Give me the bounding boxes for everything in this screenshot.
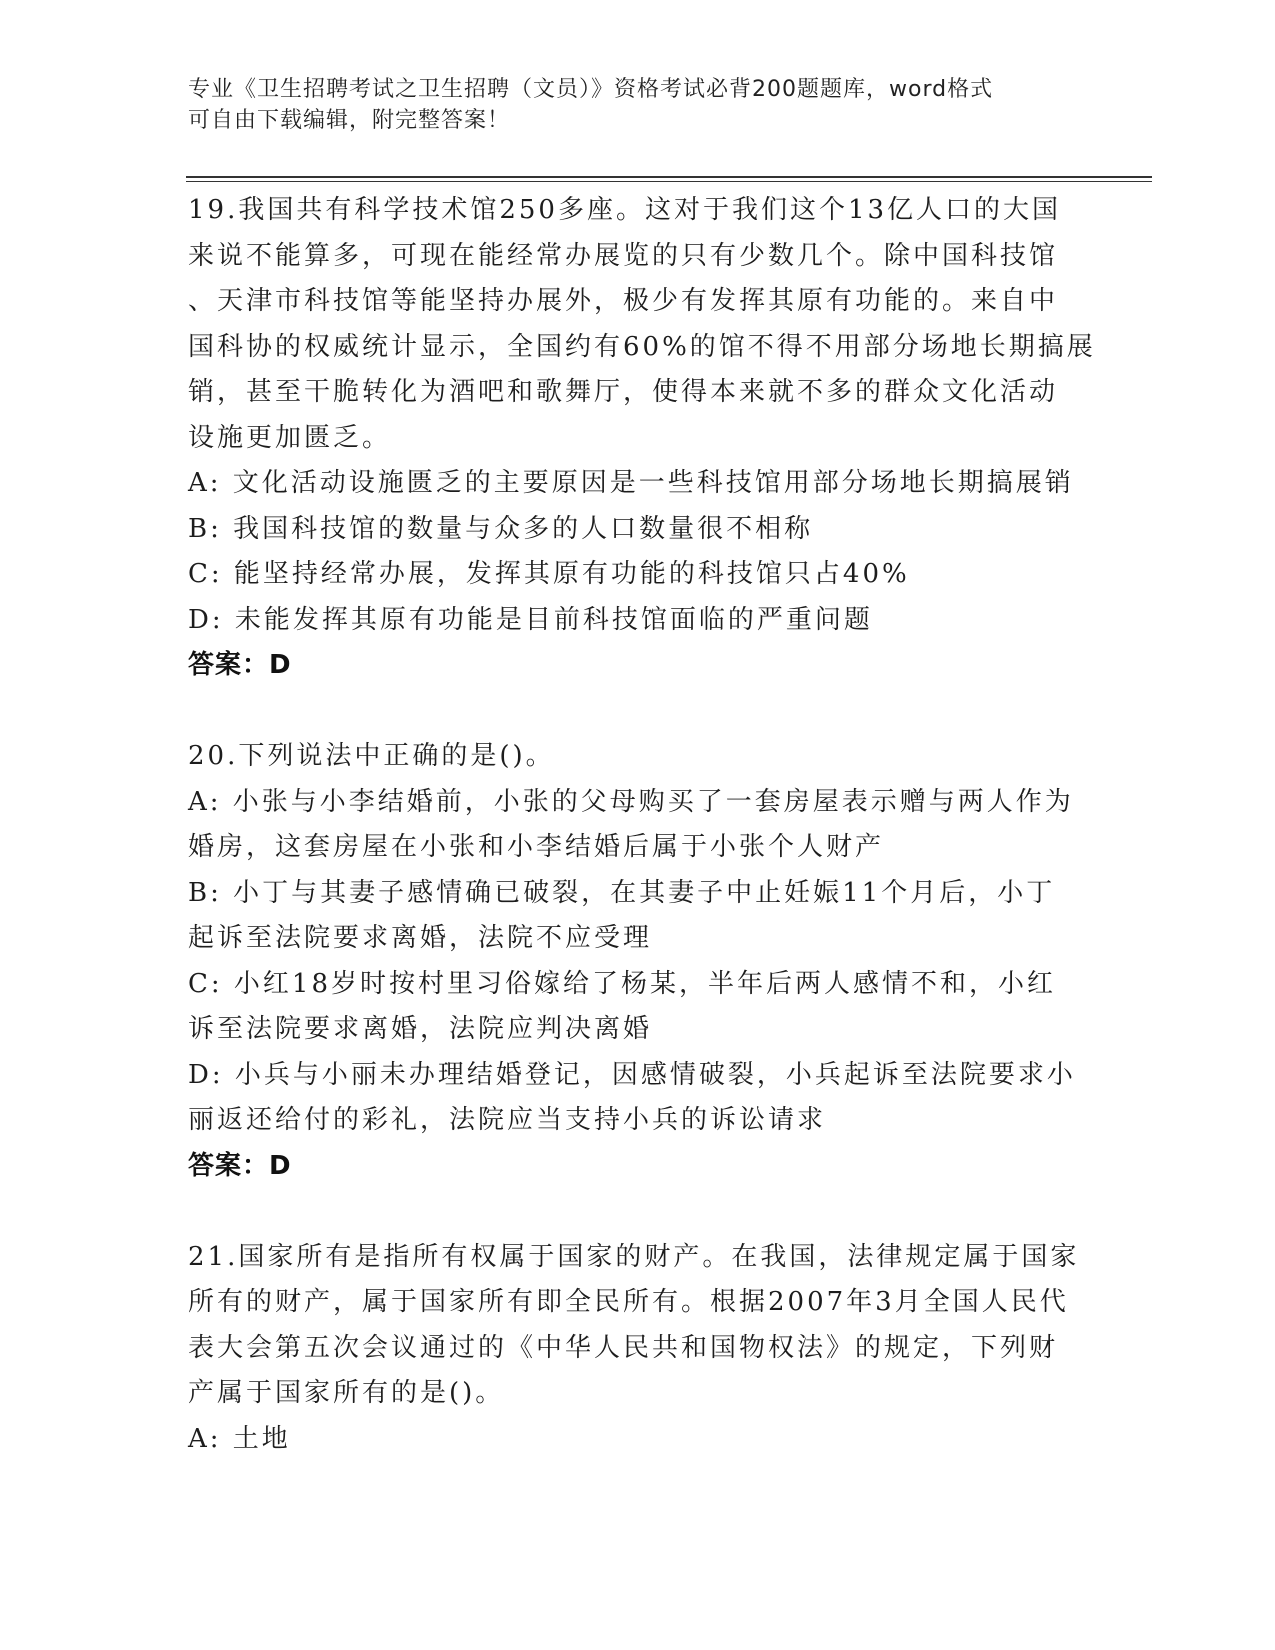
option-d-continued: 丽返还给付的彩礼，法院应当支持小兵的诉讼请求: [188, 1105, 827, 1135]
document-header: [188, 74, 1068, 136]
option-d: D: 小兵与小丽未办理结婚登记，因感情破裂，小兵起诉至法院要求小: [188, 1059, 1076, 1090]
question-list: [188, 188, 1096, 1462]
option-a: A: 小张与小李结婚前，小张的父母购买了一套房屋表示赠与两人作为: [188, 786, 1074, 817]
option-b-continued: 起诉至法院要求离婚，法院不应受理: [188, 923, 653, 953]
option-a: A: 文化活动设施匮乏的主要原因是一些科技馆用部分场地长期搞展销: [188, 468, 1074, 498]
question-text-line: 、天津市科技馆等能坚持办展外，极少有发挥其原有功能的。来自中: [188, 286, 1059, 316]
option-c-continued: 诉至法院要求离婚，法院应判决离婚: [188, 1014, 653, 1044]
option-b: B: 小丁与其妻子感情确已破裂，在其妻子中止妊娠11个月后，小丁: [188, 877, 1056, 908]
question-text-line: 国科协的权威统计显示，全国约有60%的馆不得不用部分场地长期搞展: [188, 331, 1096, 362]
question-19: [188, 188, 1096, 689]
question-text-line: 19.我国共有科学技术馆250多座。这对于我们这个13亿人口的大国: [188, 195, 1062, 225]
question-text-line: 来说不能算多，可现在能经常办展览的只有少数几个。除中国科技馆: [188, 240, 1059, 271]
question-spacer: [188, 689, 1088, 735]
header-line: 可自由下载编辑，附完整答案！: [188, 108, 511, 133]
question-text-line: 表大会第五次会议通过的《中华人民共和国物权法》的规定，下列财: [188, 1332, 1059, 1363]
option-d: D: 未能发挥其原有功能是目前科技馆面临的严重问题: [188, 604, 873, 635]
question-text-line: 设施更加匮乏。: [188, 422, 392, 453]
question-text-line: 21.国家所有是指所有权属于国家的财产。在我国，法律规定属于国家: [188, 1241, 1080, 1272]
answer-label: 答案：D: [188, 1150, 292, 1181]
answer-label: 答案：D: [188, 650, 292, 680]
question-21: [188, 1235, 1088, 1463]
option-b: B: 我国科技馆的数量与众多的人口数量很不相称: [188, 513, 814, 544]
question-spacer: [188, 1189, 1088, 1235]
question-text-line: 20.下列说法中正确的是()。: [188, 741, 555, 771]
header-divider: [186, 176, 1152, 178]
option-a: A: 土地: [188, 1423, 291, 1454]
question-text-line: 产属于国家所有的是()。: [188, 1378, 505, 1408]
header-line: 专业《卫生招聘考试之卫生招聘（文员）》资格考试必背200题题库，word格式: [188, 77, 994, 102]
option-c: C: 小红18岁时按村里习俗嫁给了杨某，半年后两人感情不和，小红: [188, 968, 1057, 999]
question-text-line: 所有的财产，属于国家所有即全民所有。根据2007年3月全国人民代: [188, 1287, 1069, 1317]
option-c: C: 能坚持经常办展，发挥其原有功能的科技馆只占40%: [188, 559, 910, 589]
option-a-continued: 婚房，这套房屋在小张和小李结婚后属于小张个人财产: [188, 832, 885, 862]
header-divider-thin: [186, 181, 1152, 182]
question-text-line: 销，甚至干脆转化为酒吧和歌舞厅，使得本来就不多的群众文化活动: [188, 377, 1059, 407]
question-20: [188, 734, 1088, 1189]
